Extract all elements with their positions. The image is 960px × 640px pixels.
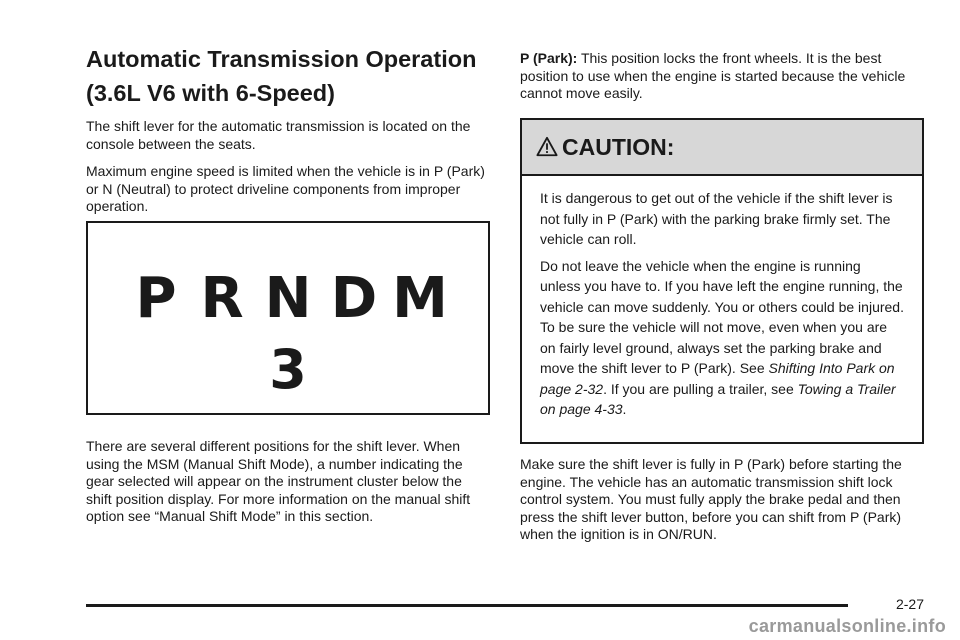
title-line-2: (3.6L V6 with 6-Speed): [86, 80, 335, 106]
shift-position-n: N: [264, 266, 312, 331]
park-paragraph: [520, 50, 924, 103]
shifting-into-park-link[interactable]: Shifting Into Park on page 2-32: [540, 360, 895, 397]
section-title: [86, 42, 490, 110]
left-bottom-text: [86, 438, 490, 526]
caution-paragraph-1: It is dangerous to get out of the vehicle if the shift lever is not fully in P (Park) with the parking brake firmly set. The vehicle can roll.: [540, 190, 893, 247]
shift-position-r: R: [200, 266, 244, 331]
caution-text-mid: . If you are pulling a trailer, see: [603, 380, 798, 397]
speed-limit-paragraph: Maximum engine speed is limited when the vehicle is in P (Park) or N (Neutral) to protect driveline components from improper operation.: [86, 163, 485, 214]
shift-positions-row: [88, 266, 488, 331]
page-number: 2-27: [895, 596, 924, 612]
park-text: This position locks the front wheels. It is the best position to use when the engine is started because the vehicle cannot move easily.: [520, 50, 906, 101]
shift-position-p: P: [135, 266, 177, 331]
caution-header: [522, 120, 922, 176]
caution-title: CAUTION:: [562, 133, 675, 160]
park-label: P (Park):: [520, 50, 578, 66]
caution-text-end: .: [622, 401, 627, 417]
shift-position-m: M: [392, 266, 448, 331]
make-sure-paragraph: Make sure the shift lever is fully in P (Park) before starting the engine. The vehicle has an automatic transmission shift lock control system. You must fully apply the brake pedal and then press the shift lever button, before you can shift from P (Park) when the ignition is in ON/RUN.: [520, 456, 902, 542]
warning-icon: [536, 136, 558, 158]
shift-position-display: [86, 221, 490, 415]
caution-box: [520, 118, 924, 444]
left-column: [86, 42, 490, 216]
caution-body: [522, 176, 922, 420]
right-column: [520, 50, 924, 103]
gear-number: 3: [269, 338, 307, 401]
watermark: carmanualsonline.info: [748, 616, 946, 636]
title-line-1: Automatic Transmission Operation: [86, 46, 477, 72]
caution-paragraph-2: [540, 256, 904, 420]
right-bottom-text: [520, 456, 930, 544]
footer-rule: [86, 604, 848, 607]
shift-position-d: D: [330, 266, 378, 331]
positions-paragraph: There are several different positions for the shift lever. When using the MSM (Manual Shift Mode), a number indicating the gear selected will appear on the instrument cluster below the shift position display. For more information on the manual shift option see “Manual Shift Mode” in this section.: [86, 438, 471, 524]
towing-trailer-link[interactable]: Towing a Trailer on page 4-33: [540, 380, 896, 417]
intro-paragraph: The shift lever for the automatic transmission is located on the console between the seats.: [86, 118, 471, 152]
caution-text-start: Do not leave the vehicle when the engine is running unless you have to. If you have left the engine running, the vehicle can move suddenly. You or others could be injured. To be sure the vehicle will not move, even when you are on fairly level ground, always set the parking brake and move the shift lever to P (Park). See: [540, 257, 904, 376]
